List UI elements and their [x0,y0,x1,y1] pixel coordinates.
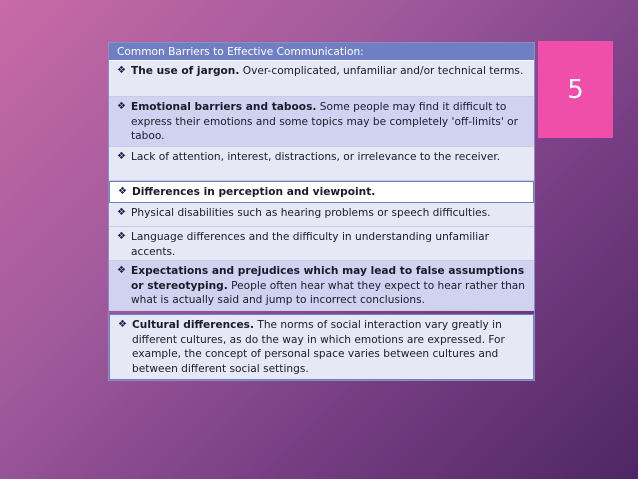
table-row: ❖ Language differences and the difficulty in understanding unfamiliar accents. [109,227,534,261]
table-row: ❖ Expectations and prejudices which may lead to false assumptions or stereotyping. People often hear what they expect to hear rather than what is actually said and jump to incorrect conclusions. [109,261,534,311]
barriers-table [108,42,535,381]
table-row: ❖ Cultural differences. The norms of social interaction vary greatly in different cultures, as do the way in which emotions are expressed. For example, the concept of personal space varies between cultures and between different social settings. [109,314,534,380]
table-header: Common Barriers to Effective Communication: [109,43,534,61]
diamond-bullet-icon: ❖ [117,101,126,112]
diamond-bullet-icon: ❖ [117,207,126,218]
diamond-bullet-icon: ❖ [118,186,127,197]
diamond-bullet-icon: ❖ [117,151,126,162]
table-row: ❖ Physical disabilities such as hearing problems or speech difficulties. [109,203,534,227]
table-row: ❖ The use of jargon. Over-complicated, unfamiliar and/or technical terms. [109,61,534,97]
diamond-bullet-icon: ❖ [117,231,126,242]
table-row: ❖ Lack of attention, interest, distractions, or irrelevance to the receiver. [109,147,534,181]
slide-number: 5 [538,41,613,138]
diamond-bullet-icon: ❖ [117,65,126,76]
diamond-bullet-icon: ❖ [118,319,127,330]
table-row: ❖ Differences in perception and viewpoint. [109,181,534,203]
table-row: ❖ Emotional barriers and taboos. Some people may find it difficult to express their emotions and some topics may be completely 'off-limits' or taboo. [109,97,534,147]
diamond-bullet-icon: ❖ [117,265,126,276]
